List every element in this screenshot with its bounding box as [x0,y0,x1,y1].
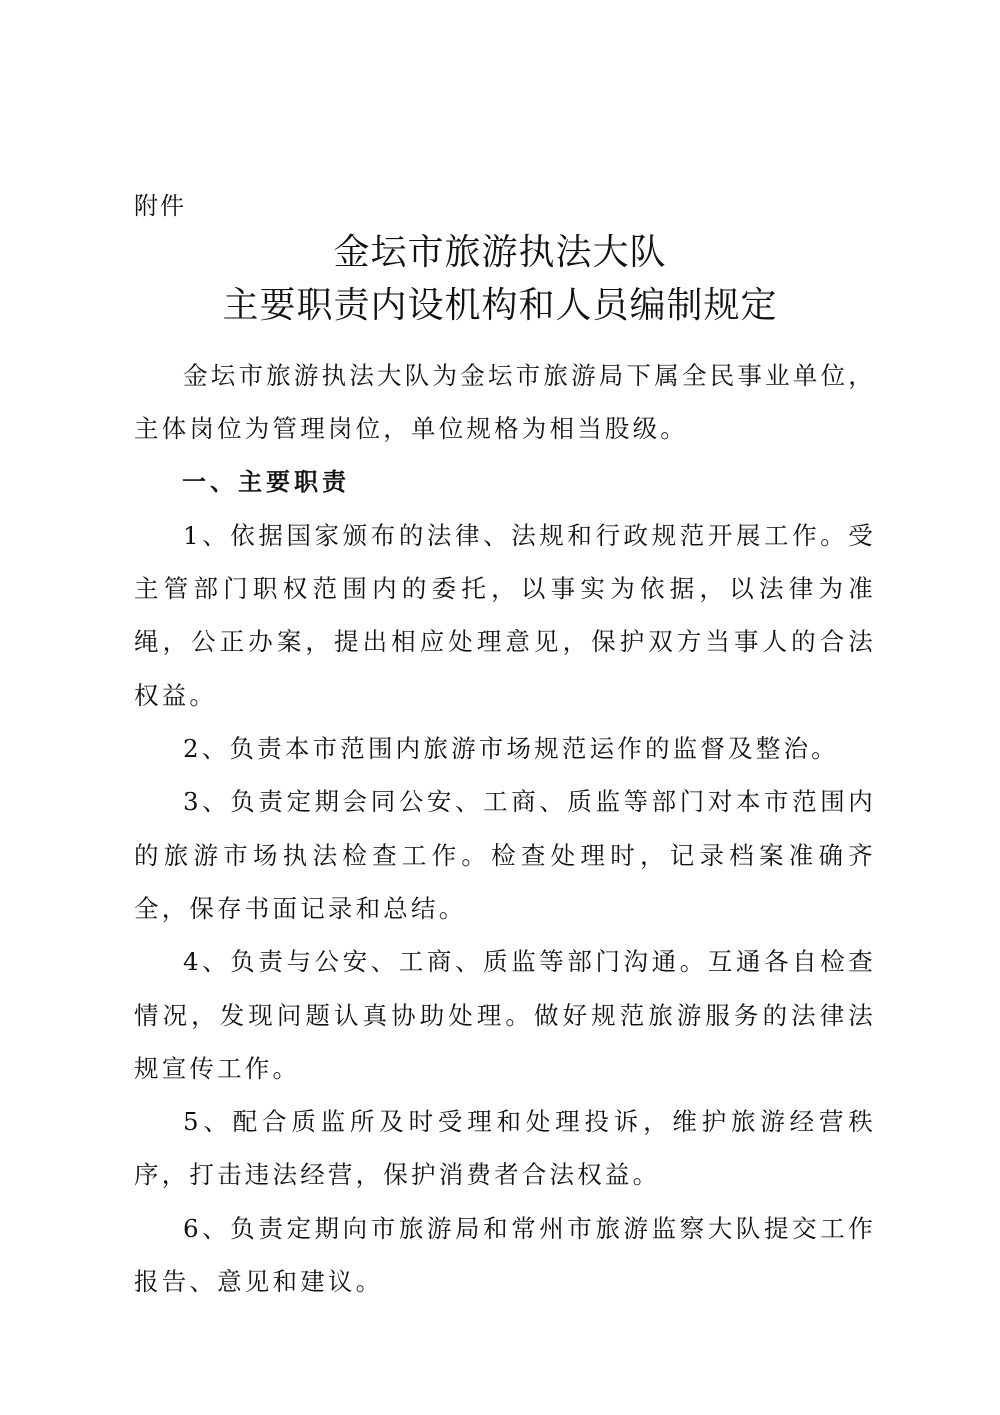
intro-paragraph: 金坛市旅游执法大队为金坛市旅游局下属全民事业单位，主体岗位为管理岗位，单位规格为相当股级。 [134,361,876,444]
duty-item-6: 6、负责定期向市旅游局和常州市旅游监察大队提交工作报告、意见和建议。 [134,1213,876,1297]
duty-item-2: 2、负责本市范围内旅游市场规范运作的监督及整治。 [183,734,839,764]
document-body [134,349,876,1308]
section-heading-main-duties: 一、主要职责 [182,467,350,496]
duty-item-4: 4、负责与公安、工商、质监等部门沟通。互通各自检查情况，发现问题认真协助处理。做好规范旅游服务的法律法规宣传工作。 [134,947,876,1083]
document-title-line-1: 金坛市旅游执法大队 [333,232,667,273]
duty-item-5: 5、配合质监所及时受理和处理投诉，维护旅游经营秩序，打击违法经营，保护消费者合法权益。 [134,1107,876,1190]
document-title-line-2: 主要职责内设机构和人员编制规定 [222,285,778,326]
attachment-label: 附件 [134,192,186,220]
duty-item-1: 1、依据国家颁布的法律、法规和行政规范开展工作。受主管部门职权范围内的委托，以事实为依据，以法律为准绳，公正办案，提出相应处理意见，保护双方当事人的合法权益。 [134,520,876,710]
duty-item-3: 3、负责定期会同公安、工商、质监等部门对本市范围内的旅游市场执法检查工作。检查处理时，记录档案准确齐全，保存书面记录和总结。 [134,787,876,923]
